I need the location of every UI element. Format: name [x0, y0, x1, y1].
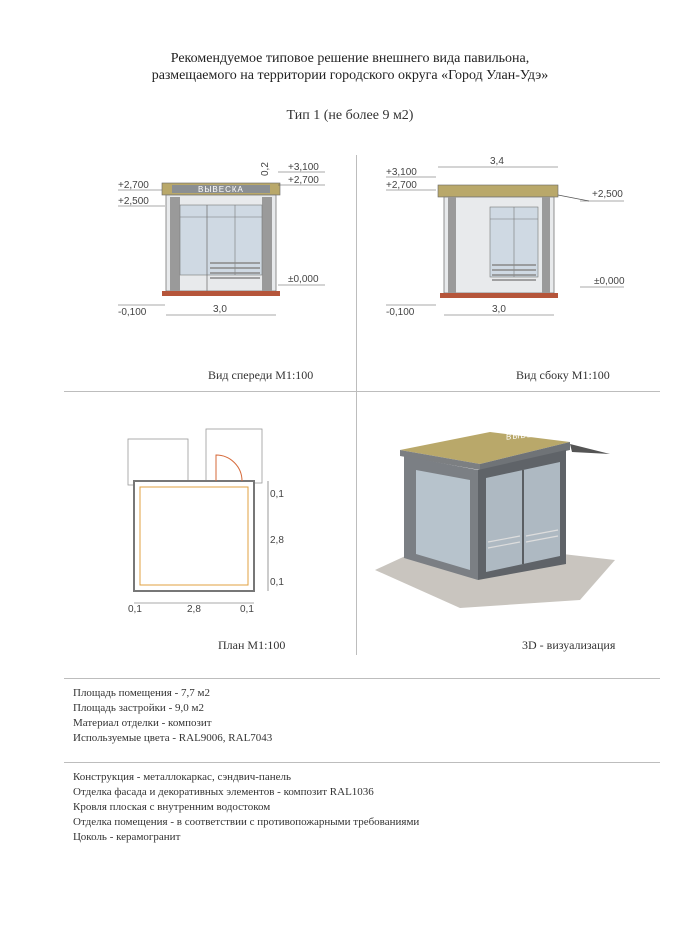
side-view-caption: Вид сбоку М1:100 — [516, 368, 610, 382]
horizontal-divider — [64, 391, 660, 392]
specs-block-2 — [73, 770, 419, 845]
specs-divider-1 — [64, 678, 660, 679]
spec-construction: Конструкция - металлокаркас, сэндвич-панель — [73, 771, 291, 783]
title-line-2: размещаемого на территории городского округа «Город Улан-Удэ» — [151, 68, 549, 83]
type-label: Тип 1 (не более 9 м2) — [286, 108, 414, 123]
spec-plinth: Цоколь - керамогранит — [73, 831, 181, 843]
render-3d-drawing — [370, 427, 620, 610]
title-line-1: Рекомендуемое типовое решение внешнего вида павильона, — [170, 51, 530, 66]
front-level-2500: +2,500 — [118, 196, 149, 207]
spec-room-area: Площадь помещения - 7,7 м2 — [73, 687, 210, 699]
plan-caption: План М1:100 — [218, 638, 286, 652]
front-roof-thickness: 0,2 — [260, 162, 271, 176]
front-view-caption: Вид спереди М1:100 — [208, 368, 314, 382]
front-level-2700-right: +2,700 — [288, 175, 319, 186]
plan-dim-bottom-right: 0,1 — [240, 604, 254, 615]
front-width: 3,0 — [213, 304, 227, 315]
vertical-divider — [356, 155, 357, 655]
front-level-0000: ±0,000 — [288, 274, 319, 285]
plan-dim-right-top: 0,1 — [270, 489, 284, 500]
side-top-width: 3,4 — [490, 156, 504, 167]
front-level-2700-left: +2,700 — [118, 180, 149, 191]
spec-colors: Используемые цвета - RAL9006, RAL7043 — [73, 732, 273, 744]
side-width: 3,0 — [492, 304, 506, 315]
side-level-3100: +3,100 — [386, 167, 417, 178]
plan-dim-right-bottom: 0,1 — [270, 577, 284, 588]
plan-dim-right-mid: 2,8 — [270, 535, 284, 546]
plan-dim-bottom-left: 0,1 — [128, 604, 142, 615]
spec-interior-finish: Отделка помещения - в соответствии с противопожарными требованиями — [73, 816, 420, 828]
specs-block-1 — [73, 686, 272, 746]
side-level-0000: ±0,000 — [594, 276, 625, 287]
spec-finish-material: Материал отделки - композит — [73, 717, 212, 729]
plan-drawing — [120, 425, 310, 615]
plan-dim-bottom-mid: 2,8 — [187, 604, 201, 615]
side-level-minus-0100: -0,100 — [386, 307, 415, 318]
front-view-drawing — [110, 155, 350, 330]
specs-divider-2 — [64, 762, 660, 763]
front-level-minus-0100: -0,100 — [118, 307, 147, 318]
render-sign: ВЫВЕСКА — [506, 427, 552, 442]
front-level-3100: +3,100 — [288, 162, 319, 173]
spec-building-area: Площадь застройки - 9,0 м2 — [73, 702, 204, 714]
side-view-drawing — [384, 155, 644, 330]
spec-roof: Кровля плоская с внутренним водостоком — [73, 801, 271, 813]
render-caption: 3D - визуализация — [522, 638, 616, 652]
side-level-2500: +2,500 — [592, 189, 623, 200]
front-sign: ВЫВЕСКА — [198, 185, 244, 194]
side-level-2700: +2,700 — [386, 180, 417, 191]
spec-facade-finish: Отделка фасада и декоративных элементов - композит RAL1036 — [73, 786, 374, 798]
